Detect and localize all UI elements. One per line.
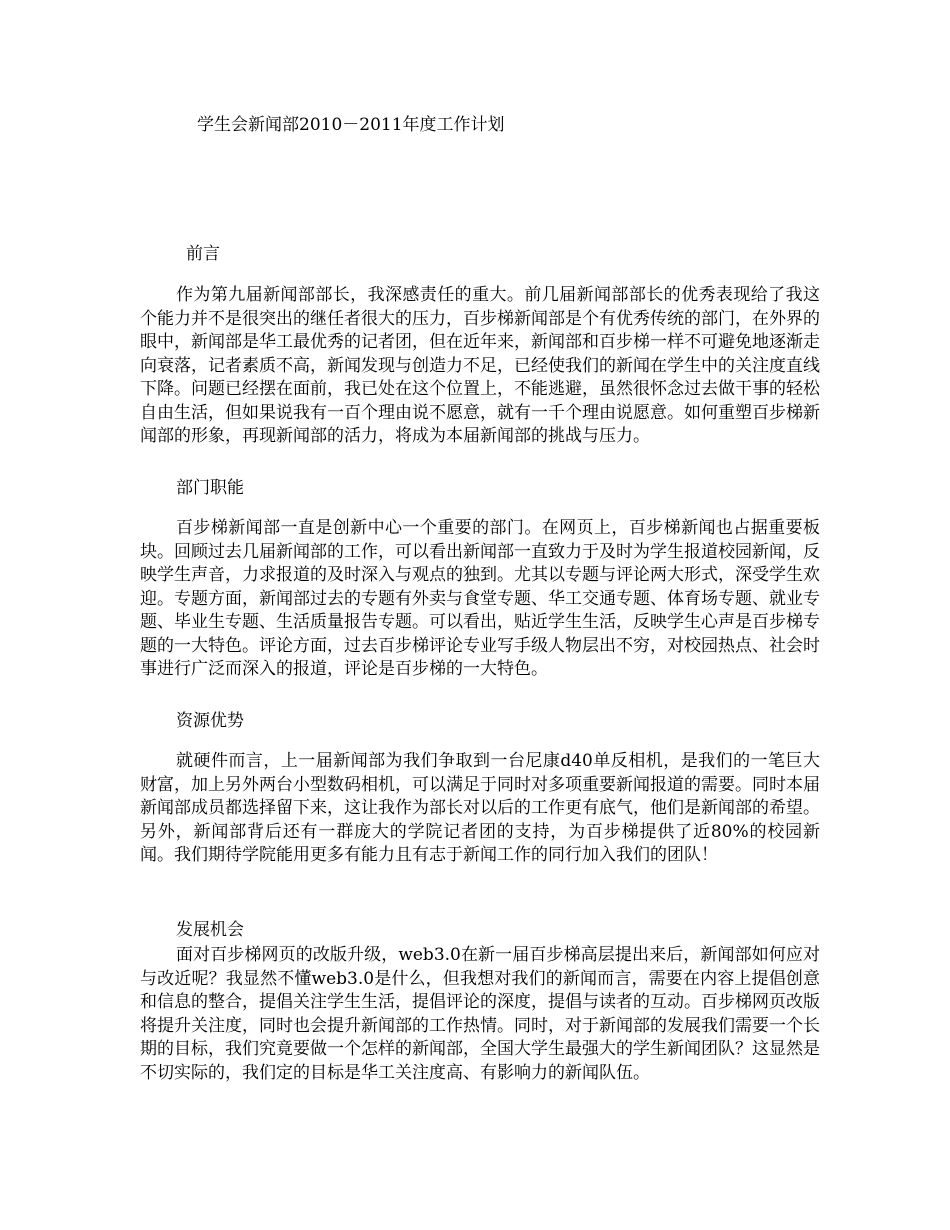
section-body-resources: 就硬件而言，上一届新闻部为我们争取到一台尼康d40单反相机，是我们的一笔巨大财富，加上另外两台小型数码相机，可以满足于同时对多项重要新闻报道的需要。同时本届新闻部成员都选择留下来，这让我作为部长对以后的工作更有底气，他们是新闻部的希望。另外，新闻部背后还有一群庞大的学院记者团的支持，为百步梯提供了近80%的校园新闻。我们期待学院能用更多有能力且有志于新闻工作的同行加入我们的团队！ (140, 751, 820, 865)
section-body-function: 百步梯新闻部一直是创新中心一个重要的部门。在网页上，百步梯新闻也占据重要板块。回顾过去几届新闻部的工作，可以看出新闻部一直致力于及时为学生报道校园新闻，反映学生声音，力求报道的及时深入与观点的独到。尤其以专题与评论两大形式，深受学生欢迎。专题方面，新闻部过去的专题有外卖与食堂专题、华工交通专题、体育场专题、就业专题、毕业生专题、生活质量报告专题。可以看出，贴近学生生活，反映学生心声是百步梯专题的一大特色。评论方面，过去百步梯评论专业写手级人物层出不穷，对校园热点、社会时事进行广泛而深入的报道，评论是百步梯的一大特色。 (140, 518, 820, 679)
section-heading-opportunities: 发展机会 (176, 920, 244, 940)
section-body-opportunities: 面对百步梯网页的改版升级，web3.0在新一届百步梯高层提出来后，新闻部如何应对与改近呢？我显然不懂web3.0是什么，但我想对我们的新闻而言，需要在内容上提倡创意和信息的整合，提倡关注学生生活，提倡评论的深度，提倡与读者的互动。百步梯网页改版将提升关注度，同时也会提升新闻部的工作热情。同时，对于新闻部的发展我们需要一个长期的目标，我们究竟要做一个怎样的新闻部，全国大学生最强大的学生新闻团队？这显然是不切实际的，我们定的目标是华工关注度高、有影响力的新闻队伍。 (140, 945, 820, 1083)
section-heading-function: 部门职能 (176, 478, 244, 498)
section-heading-resources: 资源优势 (176, 711, 244, 731)
document-title: 学生会新闻部2010－2011年度工作计划 (197, 115, 505, 135)
section-body-preface: 作为第九届新闻部部长，我深感责任的重大。前几届新闻部部长的优秀表现给了我这个能力并不是很突出的继任者很大的压力，百步梯新闻部是个有优秀传统的部门，在外界的眼中，新闻部是华工最优秀的记者团，但在近年来，新闻部和百步梯一样不可避免地逐渐走向衰落，记者素质不高，新闻发现与创造力不足，已经使我们的新闻在学生中的关注度直线下降。问题已经摆在面前，我已处在这个位置上，不能逃避，虽然很怀念过去做干事的轻松自由生活，但如果说我有一百个理由说不愿意，就有一千个理由说愿意。如何重塑百步梯新闻部的形象，再现新闻部的活力，将成为本届新闻部的挑战与压力。 (140, 285, 820, 446)
section-heading-preface: 前言 (186, 244, 220, 264)
